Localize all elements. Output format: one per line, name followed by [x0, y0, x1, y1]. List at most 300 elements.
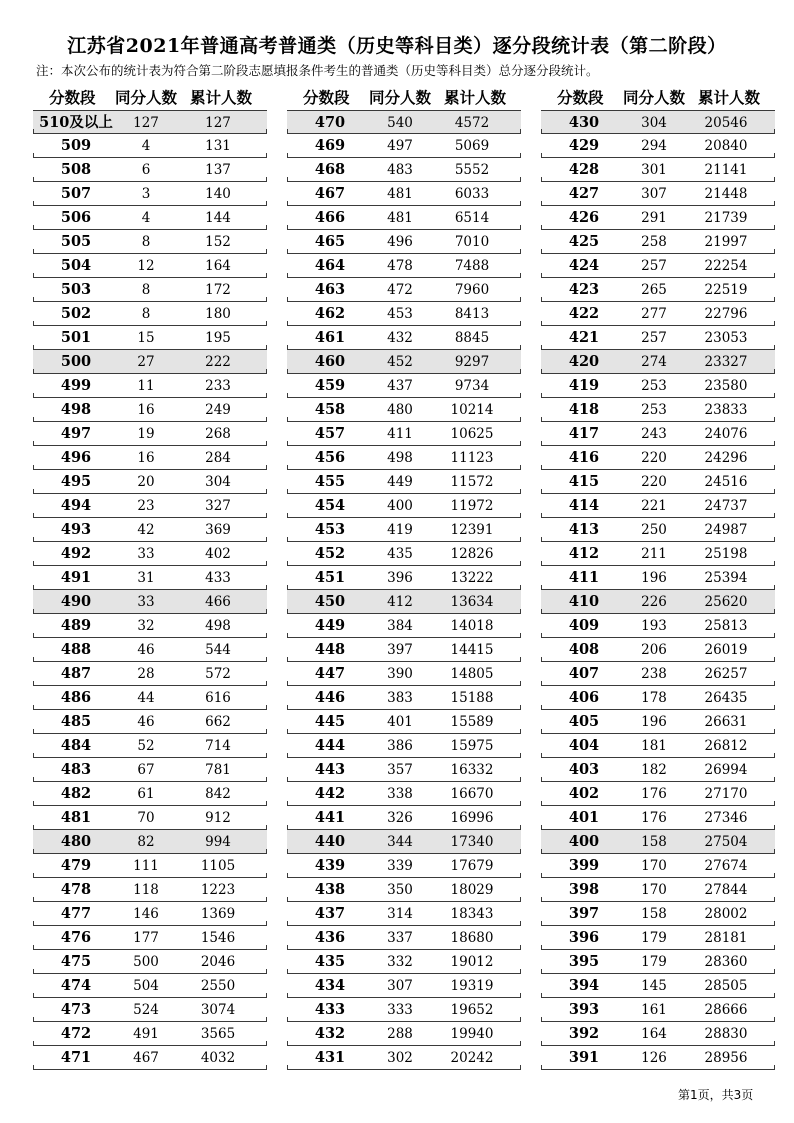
table-row [33, 446, 267, 470]
same-count-cell: 498 [387, 450, 413, 466]
cumulative-cell: 26812 [704, 738, 748, 754]
same-count-cell: 384 [387, 618, 413, 634]
table-row [287, 422, 521, 446]
table-note: 注：本次公布的统计表为符合第二阶段志愿填报条件考生的普通类（历史等科目类）总分逐分段统计。 [36, 63, 599, 78]
score-cell: 468 [314, 161, 346, 178]
same-count-cell: 193 [641, 618, 667, 634]
table-row [33, 830, 267, 854]
score-cell: 469 [314, 137, 346, 154]
column-header [33, 84, 267, 110]
table-row [541, 446, 775, 470]
table-row [541, 254, 775, 278]
table-row [541, 134, 775, 158]
same-count-cell: 8 [141, 282, 151, 298]
score-cell: 499 [60, 377, 92, 394]
table-row [33, 470, 267, 494]
same-count-cell: 314 [387, 906, 413, 922]
score-cell: 398 [568, 881, 600, 898]
table-row [541, 350, 775, 374]
same-count-cell: 179 [641, 930, 667, 946]
table-row [33, 854, 267, 878]
same-count-cell: 333 [387, 1002, 413, 1018]
same-count-cell: 481 [387, 210, 413, 226]
cumulative-cell: 24516 [704, 474, 748, 490]
header-cumulative: 累计人数 [190, 89, 253, 107]
same-count-cell: 164 [641, 1026, 667, 1042]
table-row [33, 302, 267, 326]
cumulative-cell: 369 [205, 522, 231, 538]
cumulative-cell: 11972 [450, 498, 494, 514]
cumulative-cell: 466 [205, 594, 231, 610]
same-count-cell: 307 [387, 978, 413, 994]
same-count-cell: 16 [137, 402, 155, 418]
same-count-cell: 182 [641, 762, 667, 778]
table-row [33, 1046, 267, 1070]
table-row [287, 782, 521, 806]
score-cell: 452 [314, 545, 346, 562]
score-cell: 431 [314, 1049, 346, 1066]
score-cell: 453 [314, 521, 346, 538]
header-cumulative: 累计人数 [698, 89, 761, 107]
cumulative-cell: 152 [205, 234, 231, 250]
same-count-cell: 16 [137, 450, 155, 466]
cumulative-cell: 662 [205, 714, 231, 730]
same-count-cell: 46 [137, 642, 155, 658]
table-row [287, 518, 521, 542]
score-cell: 419 [568, 377, 600, 394]
score-cell: 410 [568, 593, 600, 610]
cumulative-cell: 22519 [704, 282, 748, 298]
same-count-cell: 211 [641, 546, 667, 562]
same-count-cell: 179 [641, 954, 667, 970]
same-count-cell: 253 [641, 402, 667, 418]
score-cell: 490 [60, 593, 92, 610]
cumulative-cell: 402 [205, 546, 231, 562]
cumulative-cell: 12826 [450, 546, 494, 562]
score-cell: 394 [568, 977, 600, 994]
same-count-cell: 118 [133, 882, 159, 898]
same-count-cell: 32 [137, 618, 155, 634]
score-cell: 433 [314, 1001, 346, 1018]
same-count-cell: 350 [387, 882, 413, 898]
table-row [287, 158, 521, 182]
cumulative-cell: 28181 [704, 930, 748, 946]
same-count-cell: 288 [387, 1026, 413, 1042]
cumulative-cell: 27170 [704, 786, 748, 802]
cumulative-cell: 28830 [704, 1026, 748, 1042]
score-cell: 448 [314, 641, 346, 658]
cumulative-cell: 781 [205, 762, 231, 778]
same-count-cell: 27 [137, 354, 155, 370]
score-cell: 402 [568, 785, 600, 802]
table-row [287, 590, 521, 614]
score-cell: 504 [60, 257, 92, 274]
table-row [541, 854, 775, 878]
header-same-count: 同分人数 [369, 89, 432, 107]
same-count-cell: 302 [387, 1050, 413, 1066]
score-cell: 444 [314, 737, 346, 754]
cumulative-cell: 28956 [704, 1050, 748, 1066]
score-cell: 449 [314, 617, 346, 634]
score-cell: 496 [60, 449, 92, 466]
table-row [33, 110, 267, 134]
cumulative-cell: 14018 [450, 618, 494, 634]
cumulative-cell: 268 [205, 426, 231, 442]
cumulative-cell: 22254 [704, 258, 748, 274]
table-row [287, 998, 521, 1022]
table-row [33, 254, 267, 278]
cumulative-cell: 433 [205, 570, 231, 586]
score-cell: 415 [568, 473, 600, 490]
score-cell: 441 [314, 809, 346, 826]
cumulative-cell: 28505 [704, 978, 748, 994]
same-count-cell: 307 [641, 186, 667, 202]
cumulative-cell: 27674 [704, 858, 748, 874]
same-count-cell: 158 [641, 906, 667, 922]
score-cell: 397 [568, 905, 600, 922]
cumulative-cell: 2046 [200, 954, 236, 970]
table-row [33, 734, 267, 758]
cumulative-cell: 21997 [704, 234, 748, 250]
cumulative-cell: 25394 [704, 570, 748, 586]
same-count-cell: 339 [387, 858, 413, 874]
score-cell: 480 [60, 833, 92, 850]
table-row [33, 182, 267, 206]
score-cell: 401 [568, 809, 600, 826]
cumulative-cell: 16670 [450, 786, 494, 802]
same-count-cell: 67 [137, 762, 155, 778]
table-row [541, 902, 775, 926]
table-row [541, 782, 775, 806]
same-count-cell: 453 [387, 306, 413, 322]
table-row [541, 326, 775, 350]
table-row [33, 686, 267, 710]
score-cell: 472 [60, 1025, 92, 1042]
score-cell: 422 [568, 305, 600, 322]
cumulative-cell: 544 [205, 642, 231, 658]
score-cell: 497 [60, 425, 92, 442]
same-count-cell: 326 [387, 810, 413, 826]
score-cell: 493 [60, 521, 92, 538]
table-row [33, 638, 267, 662]
cumulative-cell: 26994 [704, 762, 748, 778]
score-cell: 409 [568, 617, 600, 634]
score-cell: 411 [568, 569, 600, 586]
table-row [287, 758, 521, 782]
table-row [287, 494, 521, 518]
same-count-cell: 11 [137, 378, 155, 394]
table-row [287, 254, 521, 278]
same-count-cell: 23 [137, 498, 155, 514]
score-cell: 393 [568, 1001, 600, 1018]
table-row [541, 542, 775, 566]
cumulative-cell: 21448 [704, 186, 748, 202]
cumulative-cell: 7010 [454, 234, 490, 250]
score-cell: 458 [314, 401, 346, 418]
table-row [541, 278, 775, 302]
score-cell: 428 [568, 161, 600, 178]
table-row [287, 542, 521, 566]
page-title: 江苏省2021年普通高考普通类（历史等科目类）逐分段统计表（第二阶段） [67, 35, 727, 57]
table-row [287, 350, 521, 374]
score-cell: 456 [314, 449, 346, 466]
cumulative-cell: 284 [205, 450, 231, 466]
table-row [287, 566, 521, 590]
score-cell: 508 [60, 161, 92, 178]
score-cell: 446 [314, 689, 346, 706]
same-count-cell: 491 [133, 1026, 159, 1042]
cumulative-cell: 1546 [200, 930, 236, 946]
table-column-2 [287, 84, 521, 1070]
cumulative-cell: 249 [205, 402, 231, 418]
cumulative-cell: 2550 [200, 978, 236, 994]
same-count-cell: 44 [137, 690, 155, 706]
cumulative-cell: 140 [205, 186, 231, 202]
same-count-cell: 31 [137, 570, 155, 586]
cumulative-cell: 164 [205, 258, 231, 274]
same-count-cell: 497 [387, 138, 413, 154]
score-cell: 438 [314, 881, 346, 898]
score-cell: 500 [60, 353, 92, 370]
table-row [541, 494, 775, 518]
table-row [541, 806, 775, 830]
cumulative-cell: 26019 [704, 642, 748, 658]
table-row [287, 326, 521, 350]
same-count-cell: 500 [133, 954, 159, 970]
table-row [541, 878, 775, 902]
cumulative-cell: 19652 [450, 1002, 494, 1018]
score-cell: 451 [314, 569, 346, 586]
cumulative-cell: 19012 [450, 954, 494, 970]
same-count-cell: 483 [387, 162, 413, 178]
same-count-cell: 432 [387, 330, 413, 346]
score-cell: 498 [60, 401, 92, 418]
same-count-cell: 412 [387, 594, 413, 610]
score-cell: 391 [568, 1049, 600, 1066]
table-row [287, 1022, 521, 1046]
cumulative-cell: 14415 [450, 642, 494, 658]
cumulative-cell: 22796 [704, 306, 748, 322]
table-row [541, 182, 775, 206]
same-count-cell: 357 [387, 762, 413, 778]
same-count-cell: 6 [141, 162, 151, 178]
same-count-cell: 82 [137, 834, 155, 850]
cumulative-cell: 24296 [704, 450, 748, 466]
table-column-1 [33, 84, 267, 1070]
score-cell: 489 [60, 617, 92, 634]
cumulative-cell: 21739 [704, 210, 748, 226]
cumulative-cell: 172 [205, 282, 231, 298]
table-row [541, 470, 775, 494]
same-count-cell: 15 [137, 330, 155, 346]
same-count-cell: 46 [137, 714, 155, 730]
cumulative-cell: 17679 [450, 858, 494, 874]
table-row [287, 398, 521, 422]
same-count-cell: 33 [137, 594, 155, 610]
table-row [541, 230, 775, 254]
cumulative-cell: 28002 [704, 906, 748, 922]
same-count-cell: 178 [641, 690, 667, 706]
table-row [541, 398, 775, 422]
score-cell: 403 [568, 761, 600, 778]
score-cell: 417 [568, 425, 600, 442]
cumulative-cell: 26631 [704, 714, 748, 730]
table-row [541, 590, 775, 614]
cumulative-cell: 18680 [450, 930, 494, 946]
same-count-cell: 158 [641, 834, 667, 850]
cumulative-cell: 18029 [450, 882, 494, 898]
same-count-cell: 176 [641, 810, 667, 826]
cumulative-cell: 714 [205, 738, 231, 754]
cumulative-cell: 25620 [704, 594, 748, 610]
score-cell: 461 [314, 329, 346, 346]
table-row [541, 1022, 775, 1046]
score-cell: 406 [568, 689, 600, 706]
same-count-cell: 161 [641, 1002, 667, 1018]
cumulative-cell: 19319 [450, 978, 494, 994]
table-row [541, 206, 775, 230]
header-score: 分数段 [303, 89, 350, 107]
cumulative-cell: 26435 [704, 690, 748, 706]
score-cell: 418 [568, 401, 600, 418]
same-count-cell: 265 [641, 282, 667, 298]
cumulative-cell: 23833 [704, 402, 748, 418]
table-rows [33, 110, 267, 1070]
score-cell: 502 [60, 305, 92, 322]
score-cell: 434 [314, 977, 346, 994]
table-row [33, 1022, 267, 1046]
cumulative-cell: 304 [205, 474, 231, 490]
cumulative-cell: 3074 [200, 1002, 236, 1018]
header-score: 分数段 [557, 89, 604, 107]
table-row [541, 686, 775, 710]
cumulative-cell: 27346 [704, 810, 748, 826]
same-count-cell: 449 [387, 474, 413, 490]
table-row [541, 950, 775, 974]
score-cell: 416 [568, 449, 600, 466]
table-row [287, 926, 521, 950]
table-row [541, 614, 775, 638]
table-row [287, 278, 521, 302]
score-cell: 483 [60, 761, 92, 778]
same-count-cell: 146 [133, 906, 159, 922]
same-count-cell: 419 [387, 522, 413, 538]
same-count-cell: 70 [137, 810, 155, 826]
score-cell: 491 [60, 569, 92, 586]
table-row [287, 950, 521, 974]
same-count-cell: 196 [641, 714, 667, 730]
score-cell: 507 [60, 185, 92, 202]
table-row [33, 494, 267, 518]
table-rows [287, 110, 521, 1070]
same-count-cell: 177 [133, 930, 159, 946]
same-count-cell: 28 [137, 666, 155, 682]
table-row [33, 278, 267, 302]
score-cell: 478 [60, 881, 92, 898]
cumulative-cell: 180 [205, 306, 231, 322]
same-count-cell: 540 [387, 115, 413, 131]
score-cell: 413 [568, 521, 600, 538]
cumulative-cell: 27504 [704, 834, 748, 850]
same-count-cell: 504 [133, 978, 159, 994]
same-count-cell: 467 [133, 1050, 159, 1066]
score-cell: 392 [568, 1025, 600, 1042]
cumulative-cell: 498 [205, 618, 231, 634]
score-cell: 435 [314, 953, 346, 970]
same-count-cell: 126 [641, 1050, 667, 1066]
cumulative-cell: 6514 [454, 210, 490, 226]
cumulative-cell: 131 [205, 138, 231, 154]
table-row [541, 518, 775, 542]
score-cell: 455 [314, 473, 346, 490]
score-cell: 486 [60, 689, 92, 706]
cumulative-cell: 10625 [450, 426, 494, 442]
same-count-cell: 12 [137, 258, 155, 274]
same-count-cell: 206 [641, 642, 667, 658]
score-cell: 432 [314, 1025, 346, 1042]
same-count-cell: 238 [641, 666, 667, 682]
table-row [33, 518, 267, 542]
cumulative-cell: 4572 [454, 115, 490, 131]
cumulative-cell: 3565 [200, 1026, 236, 1042]
same-count-cell: 411 [387, 426, 413, 442]
cumulative-cell: 5552 [454, 162, 490, 178]
same-count-cell: 400 [387, 498, 413, 514]
cumulative-cell: 13634 [450, 594, 494, 610]
same-count-cell: 304 [641, 115, 667, 131]
score-cell: 412 [568, 545, 600, 562]
score-cell: 475 [60, 953, 92, 970]
score-cell: 424 [568, 257, 600, 274]
column-header [541, 84, 775, 110]
score-cell: 450 [314, 593, 346, 610]
same-count-cell: 480 [387, 402, 413, 418]
cumulative-cell: 28360 [704, 954, 748, 970]
score-cell: 454 [314, 497, 346, 514]
score-cell: 462 [314, 305, 346, 322]
same-count-cell: 3 [141, 186, 151, 202]
table-row [33, 590, 267, 614]
table-row [287, 182, 521, 206]
table-row [287, 734, 521, 758]
cumulative-cell: 7488 [454, 258, 490, 274]
cumulative-cell: 616 [205, 690, 231, 706]
score-cell: 477 [60, 905, 92, 922]
table-row [541, 926, 775, 950]
score-cell: 473 [60, 1001, 92, 1018]
table-row [33, 758, 267, 782]
cumulative-cell: 9297 [454, 354, 490, 370]
score-cell: 488 [60, 641, 92, 658]
table-row [33, 206, 267, 230]
table-row [541, 110, 775, 134]
same-count-cell: 226 [641, 594, 667, 610]
same-count-cell: 478 [387, 258, 413, 274]
score-cell: 501 [60, 329, 92, 346]
score-cell: 503 [60, 281, 92, 298]
table-row [287, 134, 521, 158]
same-count-cell: 33 [137, 546, 155, 562]
cumulative-cell: 4032 [200, 1050, 236, 1066]
score-cell: 509 [60, 137, 92, 154]
column-header [287, 84, 521, 110]
score-cell: 467 [314, 185, 346, 202]
table-row [33, 614, 267, 638]
score-cell: 510及以上 [39, 114, 113, 131]
cumulative-cell: 127 [205, 115, 231, 131]
same-count-cell: 127 [133, 115, 159, 131]
same-count-cell: 524 [133, 1002, 159, 1018]
